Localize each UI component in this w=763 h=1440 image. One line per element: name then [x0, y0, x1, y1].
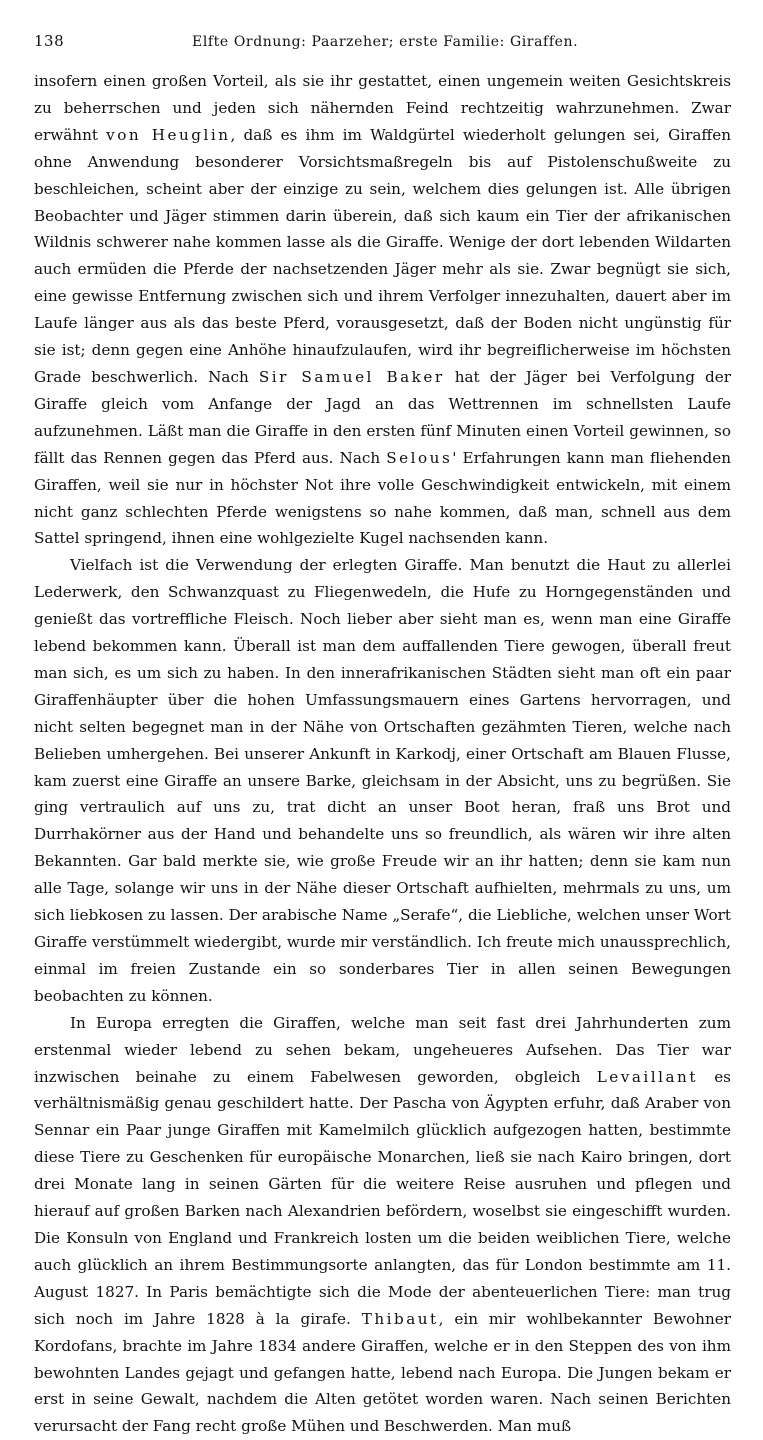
spaced-name: von Heuglin	[106, 125, 231, 144]
paragraph	[34, 68, 731, 552]
text-run: Vielfach ist die Verwendung der erlegten Giraffe. Man benutzt die Haut zu allerlei Lederwerk, den Schwanzquast zu Fliegenwedeln, die Hufe zu Horngegenständen und genießt das vortreffliche Fleisch. Noch lieber aber sieht man es, wenn man eine Giraffe lebend bekommen kann. Überall ist man dem auffallenden Tiere gewogen, überall freut man sich, es um sich zu haben. In den innerafrikanischen Städten sieht man oft ein paar Giraffenhäupter über die hohen Umfassungsmauern eines Gartens hervorragen, und nicht selten begegnet man in der Nähe von Ortschaften gezähmten Tieren, welche nach Belieben umhergehen. Bei unserer Ankunft in Karkodj, einer Ortschaft am Blauen Flusse, kam zuerst eine Giraffe an unsere Barke, gleichsam in der Absicht, uns zu begrüßen. Sie ging vertraulich auf uns zu, trat dicht an unser Boot heran, fraß uns Brot und Durrhakörner aus der Hand und behandelte uns so freundlich, als wären wir ihre alten Bekannten. Gar bald merkte sie, wie große Freude wir an ihr hatten; denn sie kam nun alle Tage, solange wir uns in der Nähe dieser Ortschaft aufhielten, mehrmals zu uns, um sich liebkosen zu lassen. Der arabische Name „Serafe“, die Liebliche, welchen unser Wort Giraffe verstümmelt wiedergibt, wurde mir verständlich. Ich freute mich unaussprechlich, einmal im freien Zustande ein so sonderbares Tier in allen seinen Bewegungen beobachten zu können.	[34, 556, 731, 1005]
running-header	[34, 28, 731, 68]
text-run: , daß es ihm im Waldgürtel wiederholt gelungen sei, Giraffen ohne Anwendung besonderer Vorsichtsmaßregeln bis auf Pistolenschußweite zu beschleichen, scheint aber der einzige zu sein, welchem dies gelungen ist. Alle übrigen Beobachter und Jäger stimmen darin überein, daß sich kaum ein Tier der afrikanischen Wildnis schwerer nahe kommen lasse als die Giraffe. Wenige der dort lebenden Wildarten auch ermüden die Pferde der nachsetzenden Jäger mehr als sie. Zwar begnügt sie sich, eine gewisse Entfernung zwischen sich und ihrem Verfolger innezuhalten, dauert aber im Laufe länger aus als das beste Pferd, vorausgesetzt, daß der Boden nicht ungünstig für sie ist; denn gegen eine Anhöhe hinaufzulaufen, wird ihr begreiflicherweise im höchsten Grade beschwerlich. Nach	[34, 125, 731, 386]
body-text	[34, 68, 731, 1440]
spaced-name: Thibaut	[361, 1309, 439, 1328]
spaced-name: Selous	[386, 448, 453, 467]
text-run: , ein mir wohlbekannter Bewohner Kordofans, brachte im Jahre 1834 andere Giraffen, welche er in den Steppen des von ihm bewohnten Landes gejagt und gefangen hatte, lebend nach Europa. Die Jungen bekam er erst in seine Gewalt, nachdem die Alten getötet worden waren. Nach seinen Berichten verursacht der Fang recht große Mühen und Beschwerden. Man muß	[34, 1309, 731, 1436]
text-run: hat der Jäger bei Verfolgung der Giraffe gleich vom Anfange der Jagd an das Wettrennen im schnellsten Laufe aufzunehmen. Läßt man die Giraffe in den ersten fünf Minuten einen Vorteil gewinnen, so fällt das Rennen gegen das Pferd aus. Nach	[34, 367, 731, 467]
spaced-name: Sir Samuel Baker	[258, 367, 445, 386]
text-run: insofern einen großen Vorteil, als sie ihr gestattet, einen ungemein weiten Gesichtskreis zu beherrschen und jeden sich nähernden Feind rechtzeitig wahrzunehmen. Zwar erwähnt	[34, 72, 731, 144]
running-title: Elfte Ordnung: Paarzeher; erste Familie: Giraffen.	[192, 34, 579, 50]
text-run: In Europa erregten die Giraffen, welche man seit fast drei Jahrhunderten zum erstenmal wieder lebend zu sehen bekam, ungeheueres Aufsehen. Das Tier war inzwischen beinahe zu einem Fabelwesen geworden, obgleich	[34, 1013, 731, 1086]
spaced-name: Levaillant	[596, 1067, 698, 1086]
text-run: es verhältnismäßig genau geschildert hatte. Der Pascha von Ägypten erfuhr, daß Araber von Sennar ein Paar junge Giraffen mit Kamelmilch glücklich aufgezogen hatten, bestimmte diese Tiere zu Geschenken für europäische Monarchen, ließ sie nach Kairo bringen, dort drei Monate lang in seinen Gärten für die weitere Reise ausruhen und pflegen und hierauf auf großen Barken nach Alexandrien befördern, woselbst sie eingeschifft wurden. Die Konsuln von England und Frankreich losten um die beiden weiblichen Tiere, welche auch glücklich an ihrem Bestimmungsorte anlangten, das für London bestimmte am 11. August 1827. In Paris bemächtigte sich die Mode der abenteuerlichen Tiere: man trug sich noch im Jahre 1828 à la girafe.	[34, 1067, 731, 1328]
paragraph	[34, 1010, 731, 1440]
page-number: 138	[34, 32, 65, 50]
text-run: ' Erfahrungen kann man fliehenden Giraffen, weil sie nur in höchster Not ihre volle Geschwindigkeit entwickeln, mit einem nicht ganz schlechten Pferde wenigstens so nahe kommen, daß man, schnell aus dem Sattel springend, ihnen eine wohlgezielte Kugel nachsenden kann.	[34, 448, 731, 548]
paragraph	[34, 552, 731, 1009]
book-page	[34, 28, 731, 1440]
